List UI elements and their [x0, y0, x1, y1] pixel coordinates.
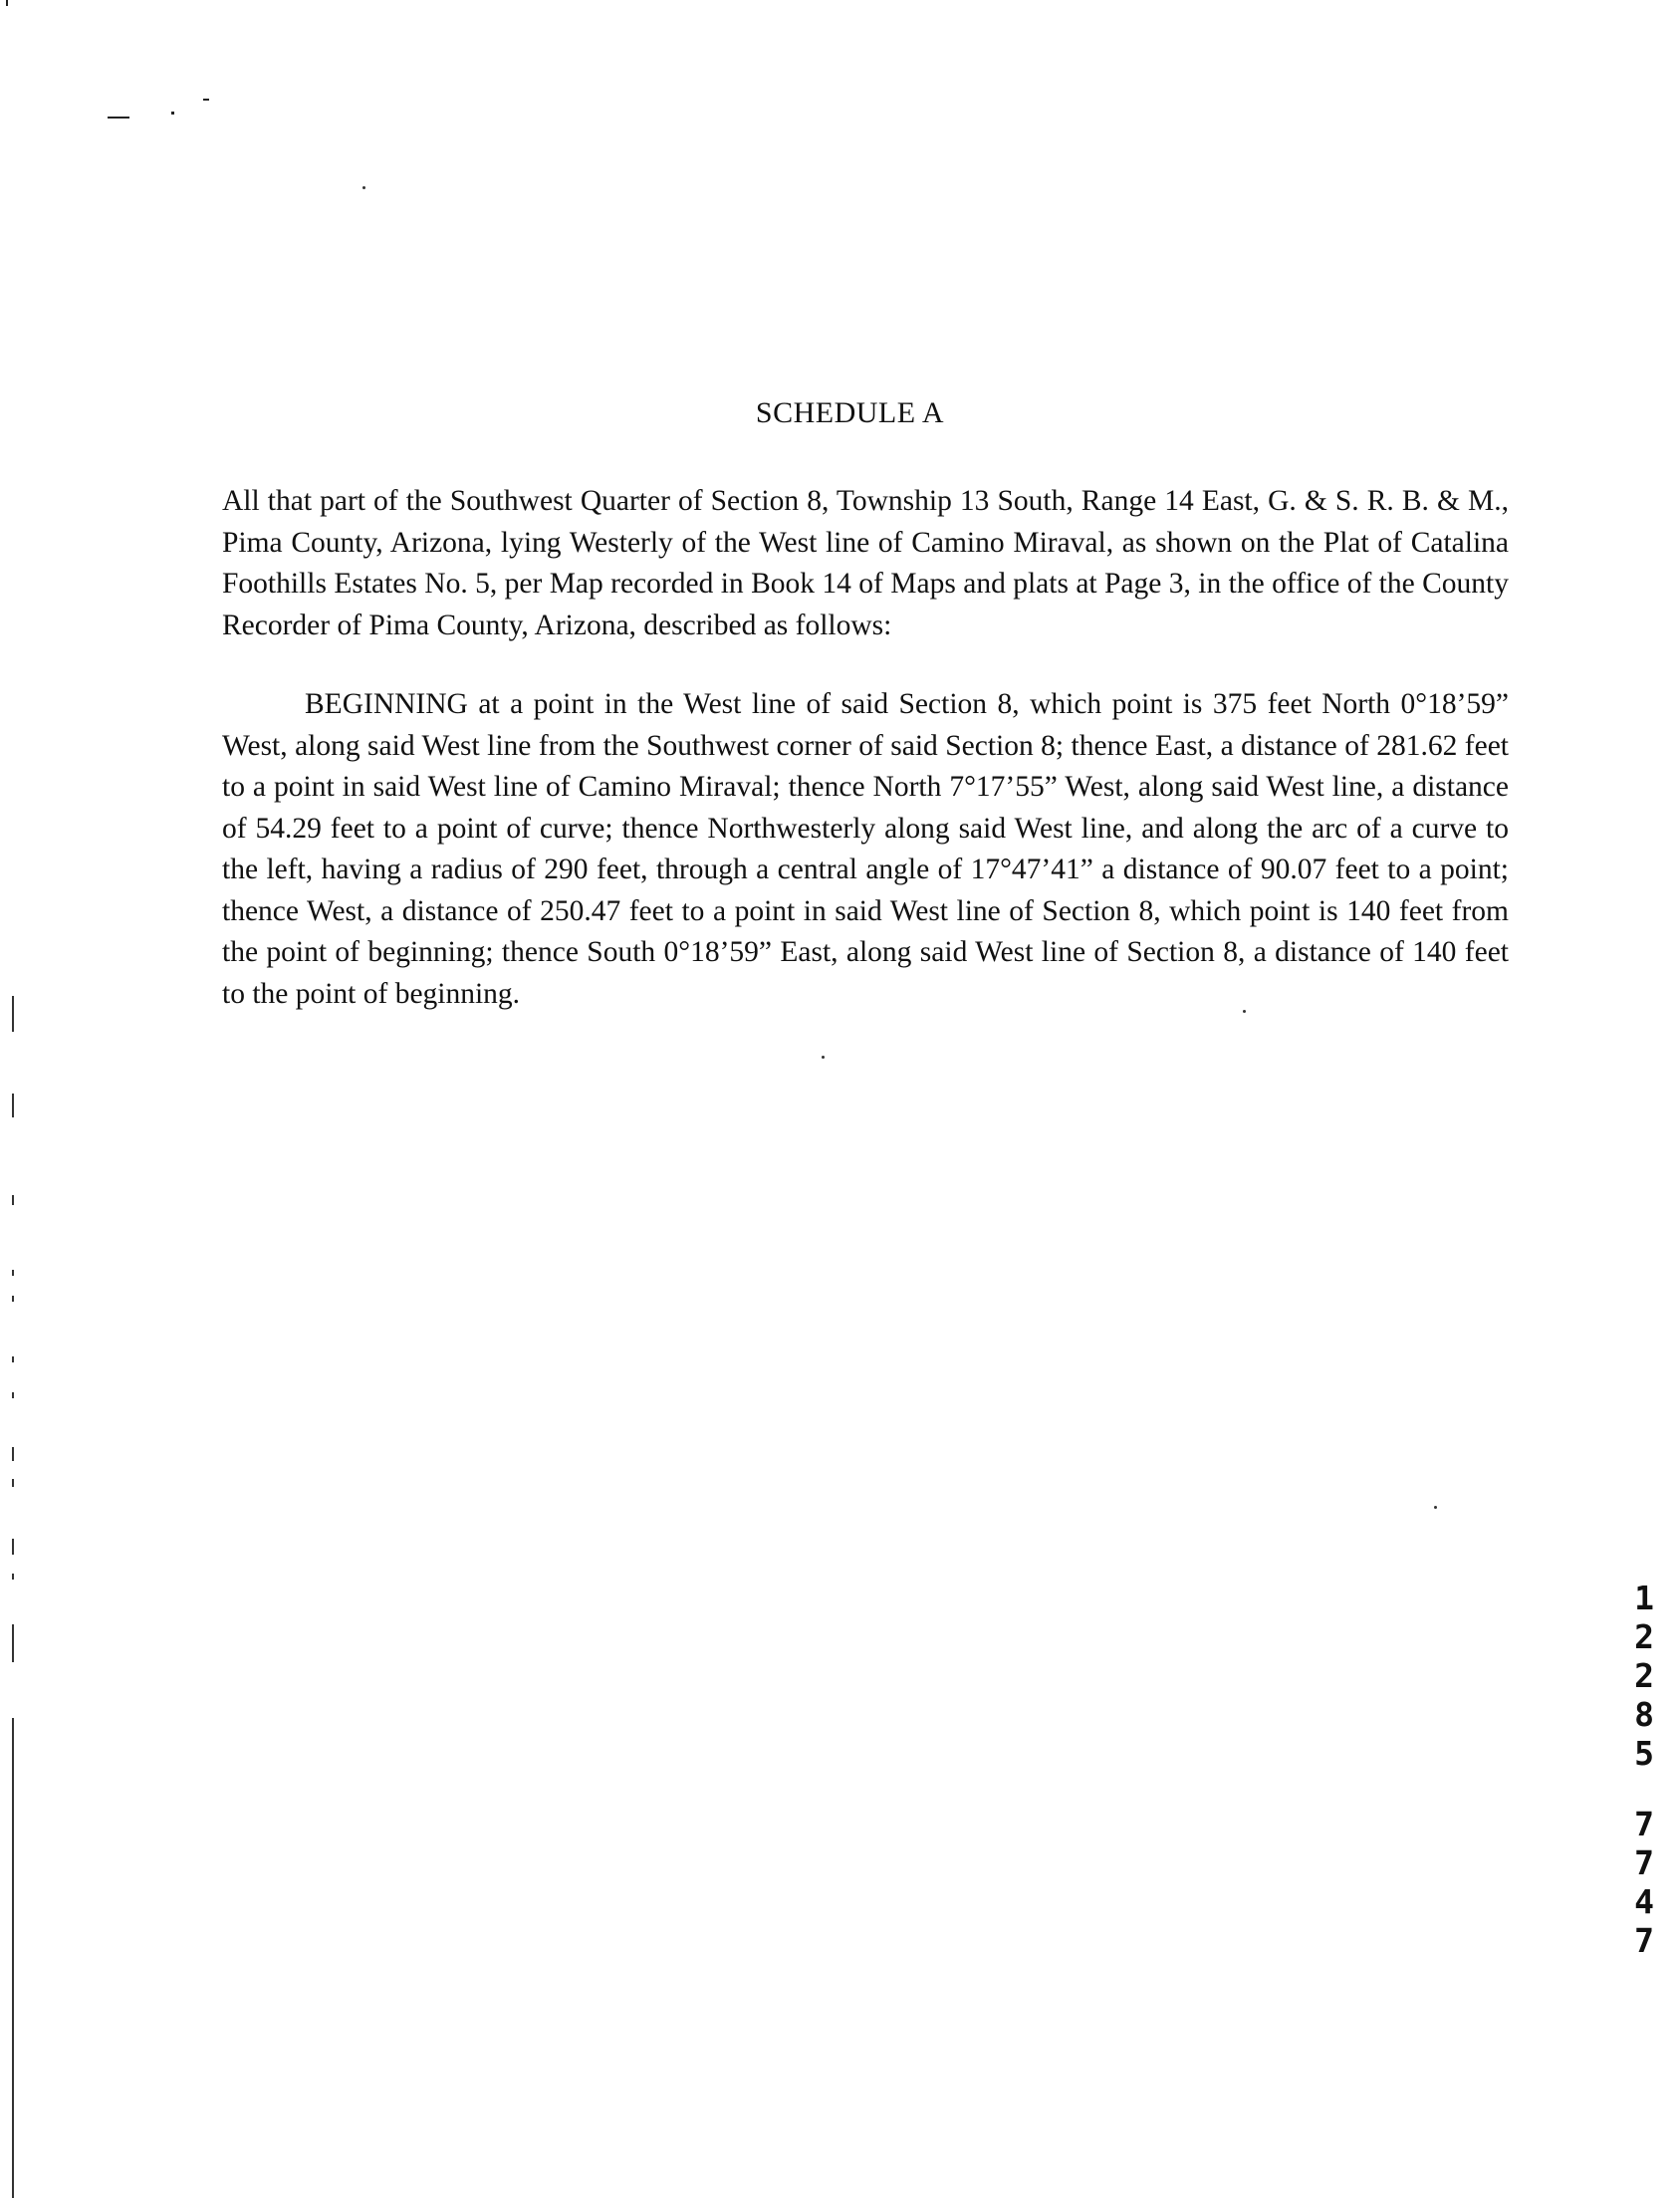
scan-edge-line: [12, 1195, 14, 1205]
recording-digit: 7: [1634, 1843, 1654, 1882]
scan-edge-line: [12, 1624, 14, 1662]
scan-speck: [171, 112, 174, 115]
document-title: SCHEDULE A: [755, 396, 945, 429]
recording-digit: 7: [1634, 1805, 1654, 1843]
recording-digit: 4: [1634, 1882, 1654, 1921]
scan-speck: [822, 1056, 825, 1059]
legal-boundary-paragraph: BEGINNING at a point in the West line of said Section 8, which point is 375 feet North 0°18’59” West, along said West line from the Southwest corner of said Section 8; thence East, a distance of 281.62 feet to a point in said West line of Camino Miraval; thence North 7°17’55” West, along said West line, a distance of 54.29 feet to a point of curve; thence Northwesterly along said West line, and along the arc of a curve to the left, having a radius of 290 feet, through a central angle of 17°47’41” a distance of 90.07 feet to a point; thence West, a distance of 250.47 feet to a point in said West line of Section 8, which point is 140 feet from the point of beginning; thence South 0°18’59” East, along said West line of Section 8, a distance of 140 feet to the point of beginning.: [222, 688, 1509, 1010]
scan-speck: [362, 186, 365, 189]
recording-digit: 2: [1634, 1656, 1654, 1695]
scan-speck: [1243, 1010, 1246, 1013]
recording-digit: 5: [1634, 1734, 1654, 1773]
scan-speck: [6, 0, 8, 6]
recording-number: [1623, 1579, 1665, 1960]
scan-edge-line: [12, 1296, 14, 1302]
recording-digit: 1: [1634, 1579, 1654, 1617]
scan-speck: [108, 117, 129, 119]
scan-edge-line: [12, 1447, 14, 1461]
scan-edge-line: [12, 996, 14, 1032]
scan-edge-line: [12, 1539, 14, 1555]
scan-edge-line: [12, 1479, 14, 1487]
recording-digit: 8: [1634, 1695, 1654, 1734]
scan-speck: [203, 99, 209, 101]
scan-speck: [1434, 1506, 1437, 1509]
scan-edge-line: [12, 1392, 14, 1398]
scan-edge-line: [12, 1718, 14, 2198]
scan-edge-line: [12, 1270, 14, 1276]
scan-edge-line: [12, 1094, 14, 1117]
recording-digit: 7: [1634, 1921, 1654, 1960]
scan-edge-line: [12, 1356, 14, 1362]
scan-edge-line: [12, 1574, 14, 1580]
property-description-paragraph: All that part of the Southwest Quarter of Section 8, Township 13 South, Range 14 East, G. & S. R. B. & M., Pima County, Arizona, lying Westerly of the West line of Camino Miraval, as shown on the Plat of Catalina Foothills Estates No. 5, per Map recorded in Book 14 of Maps and plats at Page 3, in the office of the County Recorder of Pima County, Arizona, described as follows:: [222, 485, 1509, 641]
recording-number-gap: [1623, 1773, 1665, 1805]
recording-digit: 2: [1634, 1617, 1654, 1656]
